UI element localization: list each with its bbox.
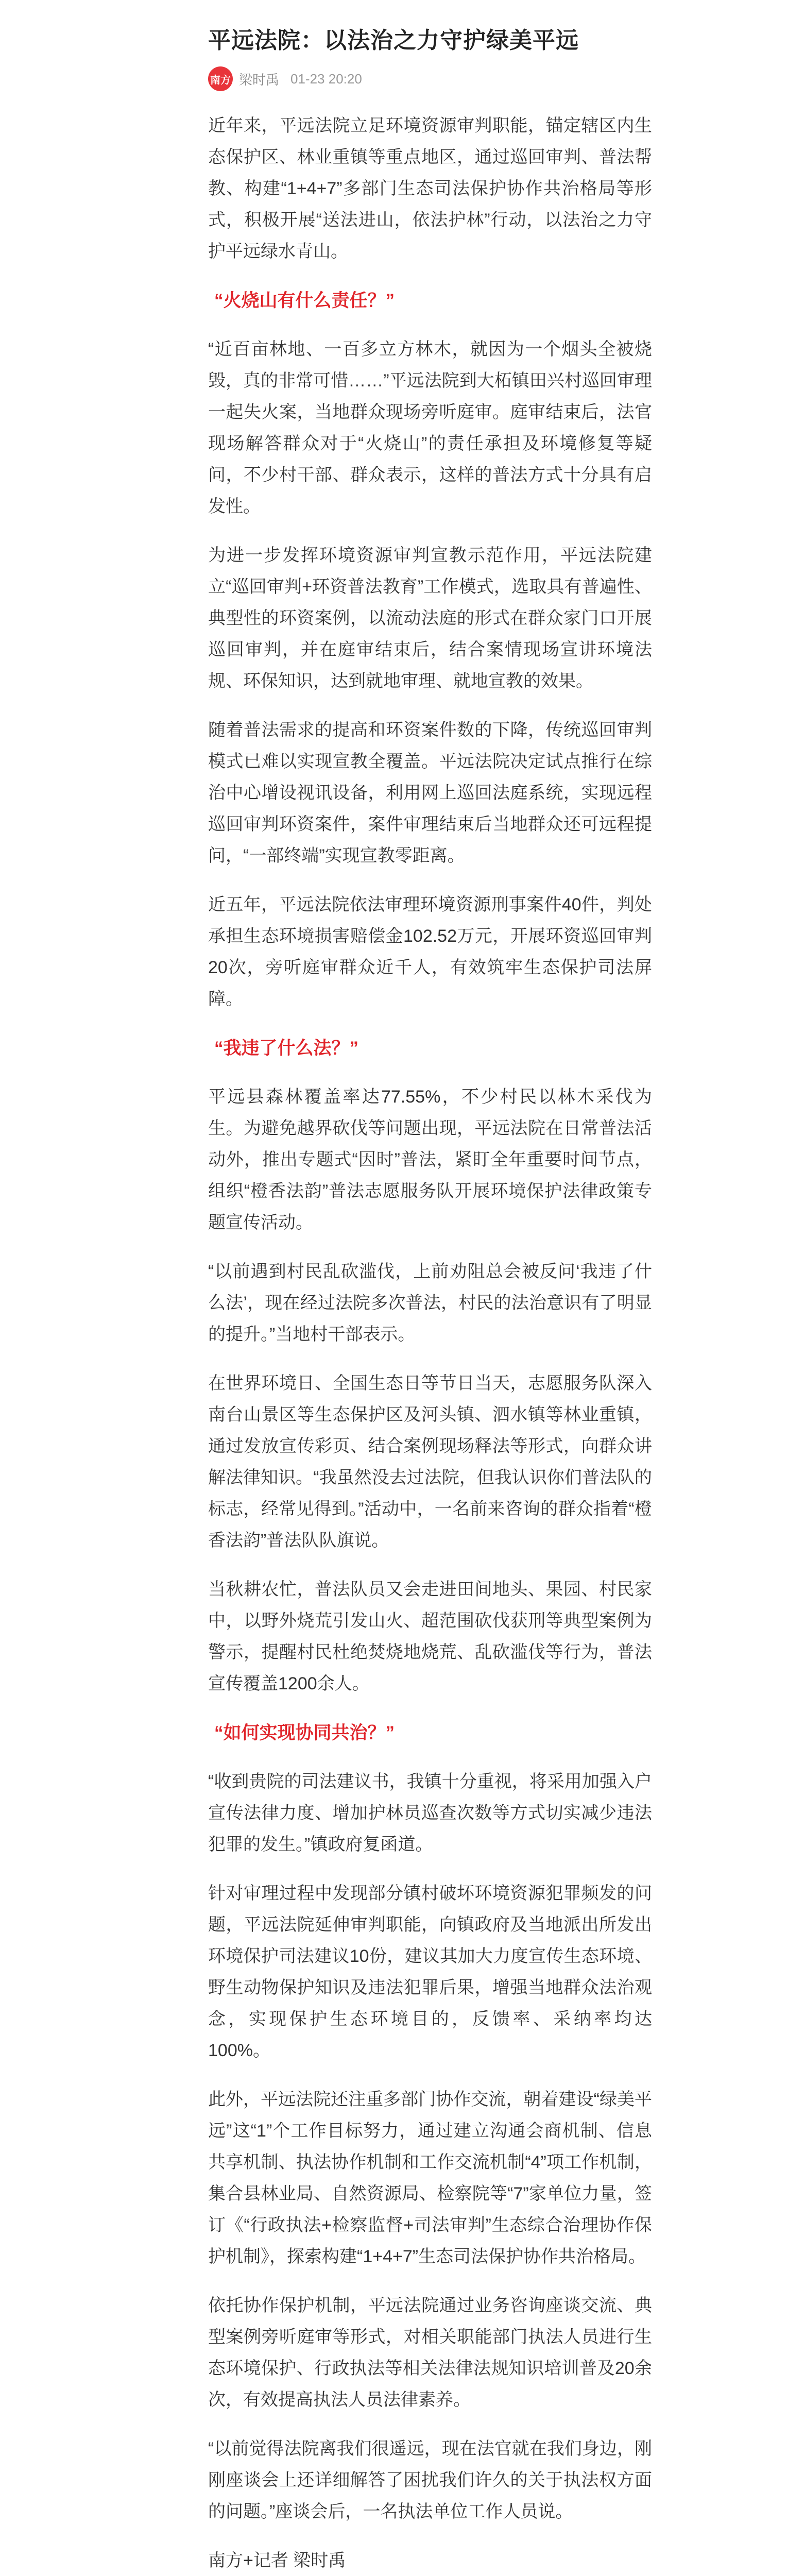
- article-title: 平远法院：以法治之力守护绿美平远: [208, 28, 579, 53]
- section-heading: “我违了什么法？”: [214, 1038, 359, 1058]
- article-paragraph: 此外，平远法院还注重多部门协作交流，朝着建设“绿美平远”这“1”个工作目标努力，通过建立沟通会商机制、信息共享机制、执法协作机制和工作交流机制“4”项工作机制，集合县林业局、自然资源局、检察院等“7”家单位力量，签订《“行政执法+检察监督+司法审判”生态综合治理协作保护机制》，探索构建“1+4+7”生态司法保护协作共治格局。: [208, 2090, 652, 2266]
- article-paragraph: 为进一步发挥环境资源审判宣教示范作用，平远法院建立“巡回审判+环资普法教育”工作模式，选取具有普遍性、典型性的环资案例，以流动法庭的形式在群众家门口开展巡回审判，并在庭审结束后，结合案情现场宣讲环境法规、环保知识，达到就地审理、就地宣教的效果。: [208, 546, 652, 691]
- article-paragraph: 依托协作保护机制，平远法院通过业务咨询座谈交流、典型案例旁听庭审等形式，对相关职能部门执法人员进行生态环境保护、行政执法等相关法律法规知识培训普及20余次，有效提高执法人员法律素养。: [208, 2296, 652, 2410]
- article-paragraph: “以前遇到村民乱砍滥伐，上前劝阻总会被反问‘我违了什么法’，现在经过法院多次普法，村民的法治意识有了明显的提升。”当地村干部表示。: [208, 1262, 652, 1344]
- byline: 南方+记者 梁时禹: [208, 2551, 346, 2570]
- article-paragraph: 针对审理过程中发现部分镇村破坏环境资源犯罪频发的问题，平远法院延伸审判职能，向镇政府及当地派出所发出环境保护司法建议10份，建议其加大力度宣传生态环境、野生动物保护知识及违法犯罪后果，增强当地群众法治观念，实现保护生态环境目的，反馈率、采纳率均达100%。: [208, 1884, 652, 2060]
- article-paragraph: 随着普法需求的提高和环资案件数的下降，传统巡回审判模式已难以实现宣教全覆盖。平远法院决定试点推行在综治中心增设视讯设备，利用网上巡回法庭系统，实现远程巡回审判环资案件，案件审理结束后当地群众还可远程提问，“一部终端”实现宣教零距离。: [208, 720, 652, 866]
- publish-time: 01-23 20:20: [290, 71, 362, 87]
- article: [208, 24, 652, 2576]
- article-paragraph: “近百亩林地、一百多立方林木，就因为一个烟头全被烧毁，真的非常可惜……”平远法院到大柘镇田兴村巡回审理一起失火案，当地群众现场旁听庭审。庭审结束后，法官现场解答群众对于“火烧山”的责任承担及环境修复等疑问，不少村干部、群众表示，这样的普法方式十分具有启发性。: [208, 340, 652, 516]
- article-paragraph: 近五年，平远法院依法审理环境资源刑事案件40件，判处承担生态环境损害赔偿金102.52万元，开展环资巡回审判20次，旁听庭审群众近千人，有效筑牢生态保护司法屏障。: [208, 895, 652, 1009]
- article-paragraph: “以前觉得法院离我们很遥远，现在法官就在我们身边，刚刚座谈会上还详细解答了困扰我们许久的关于执法权方面的问题。”座谈会后，一名执法单位工作人员说。: [208, 2439, 652, 2521]
- section-heading: “如何实现协同共治？”: [214, 1723, 395, 1743]
- article-body: [208, 110, 652, 2576]
- article-source[interactable]: 梁时禹: [239, 72, 280, 88]
- article-paragraph: 在世界环境日、全国生态日等节日当天，志愿服务队深入南台山景区等生态保护区及河头镇、泗水镇等林业重镇，通过发放宣传彩页、结合案例现场释法等形式，向群众讲解法律知识。“我虽然没去过法院，但我认识你们普法队的标志，经常见得到。”活动中，一名前来咨询的群众指着“橙香法韵”普法队队旗说。: [208, 1374, 652, 1550]
- article-meta: [208, 65, 652, 93]
- article-paragraph: 近年来，平远法院立足环境资源审判职能，锚定辖区内生态保护区、林业重镇等重点地区，通过巡回审判、普法帮教、构建“1+4+7”多部门生态司法保护协作共治格局等形式，积极开展“送法进山，依法护林”行动，以法治之力守护平远绿水青山。: [208, 116, 652, 261]
- source-logo-icon[interactable]: 南方: [208, 66, 233, 91]
- article-paragraph: “收到贵院的司法建议书，我镇十分重视，将采用加强入户宣传法律力度、增加护林员巡查次数等方式切实减少违法犯罪的发生。”镇政府复函道。: [208, 1772, 652, 1854]
- article-paragraph: 当秋耕农忙，普法队员又会走进田间地头、果园、村民家中，以野外烧荒引发山火、超范围砍伐获刑等典型案例为警示，提醒村民杜绝焚烧地烧荒、乱砍滥伐等行为，普法宣传覆盖1200余人。: [208, 1580, 652, 1693]
- section-heading: “火烧山有什么责任？”: [214, 291, 395, 311]
- article-paragraph: 平远县森林覆盖率达77.55%，不少村民以林木采伐为生。为避免越界砍伐等问题出现，平远法院在日常普法活动外，推出专题式“因时”普法，紧盯全年重要时间节点，组织“橙香法韵”普法志愿服务队开展环境保护法律政策专题宣传活动。: [208, 1087, 652, 1232]
